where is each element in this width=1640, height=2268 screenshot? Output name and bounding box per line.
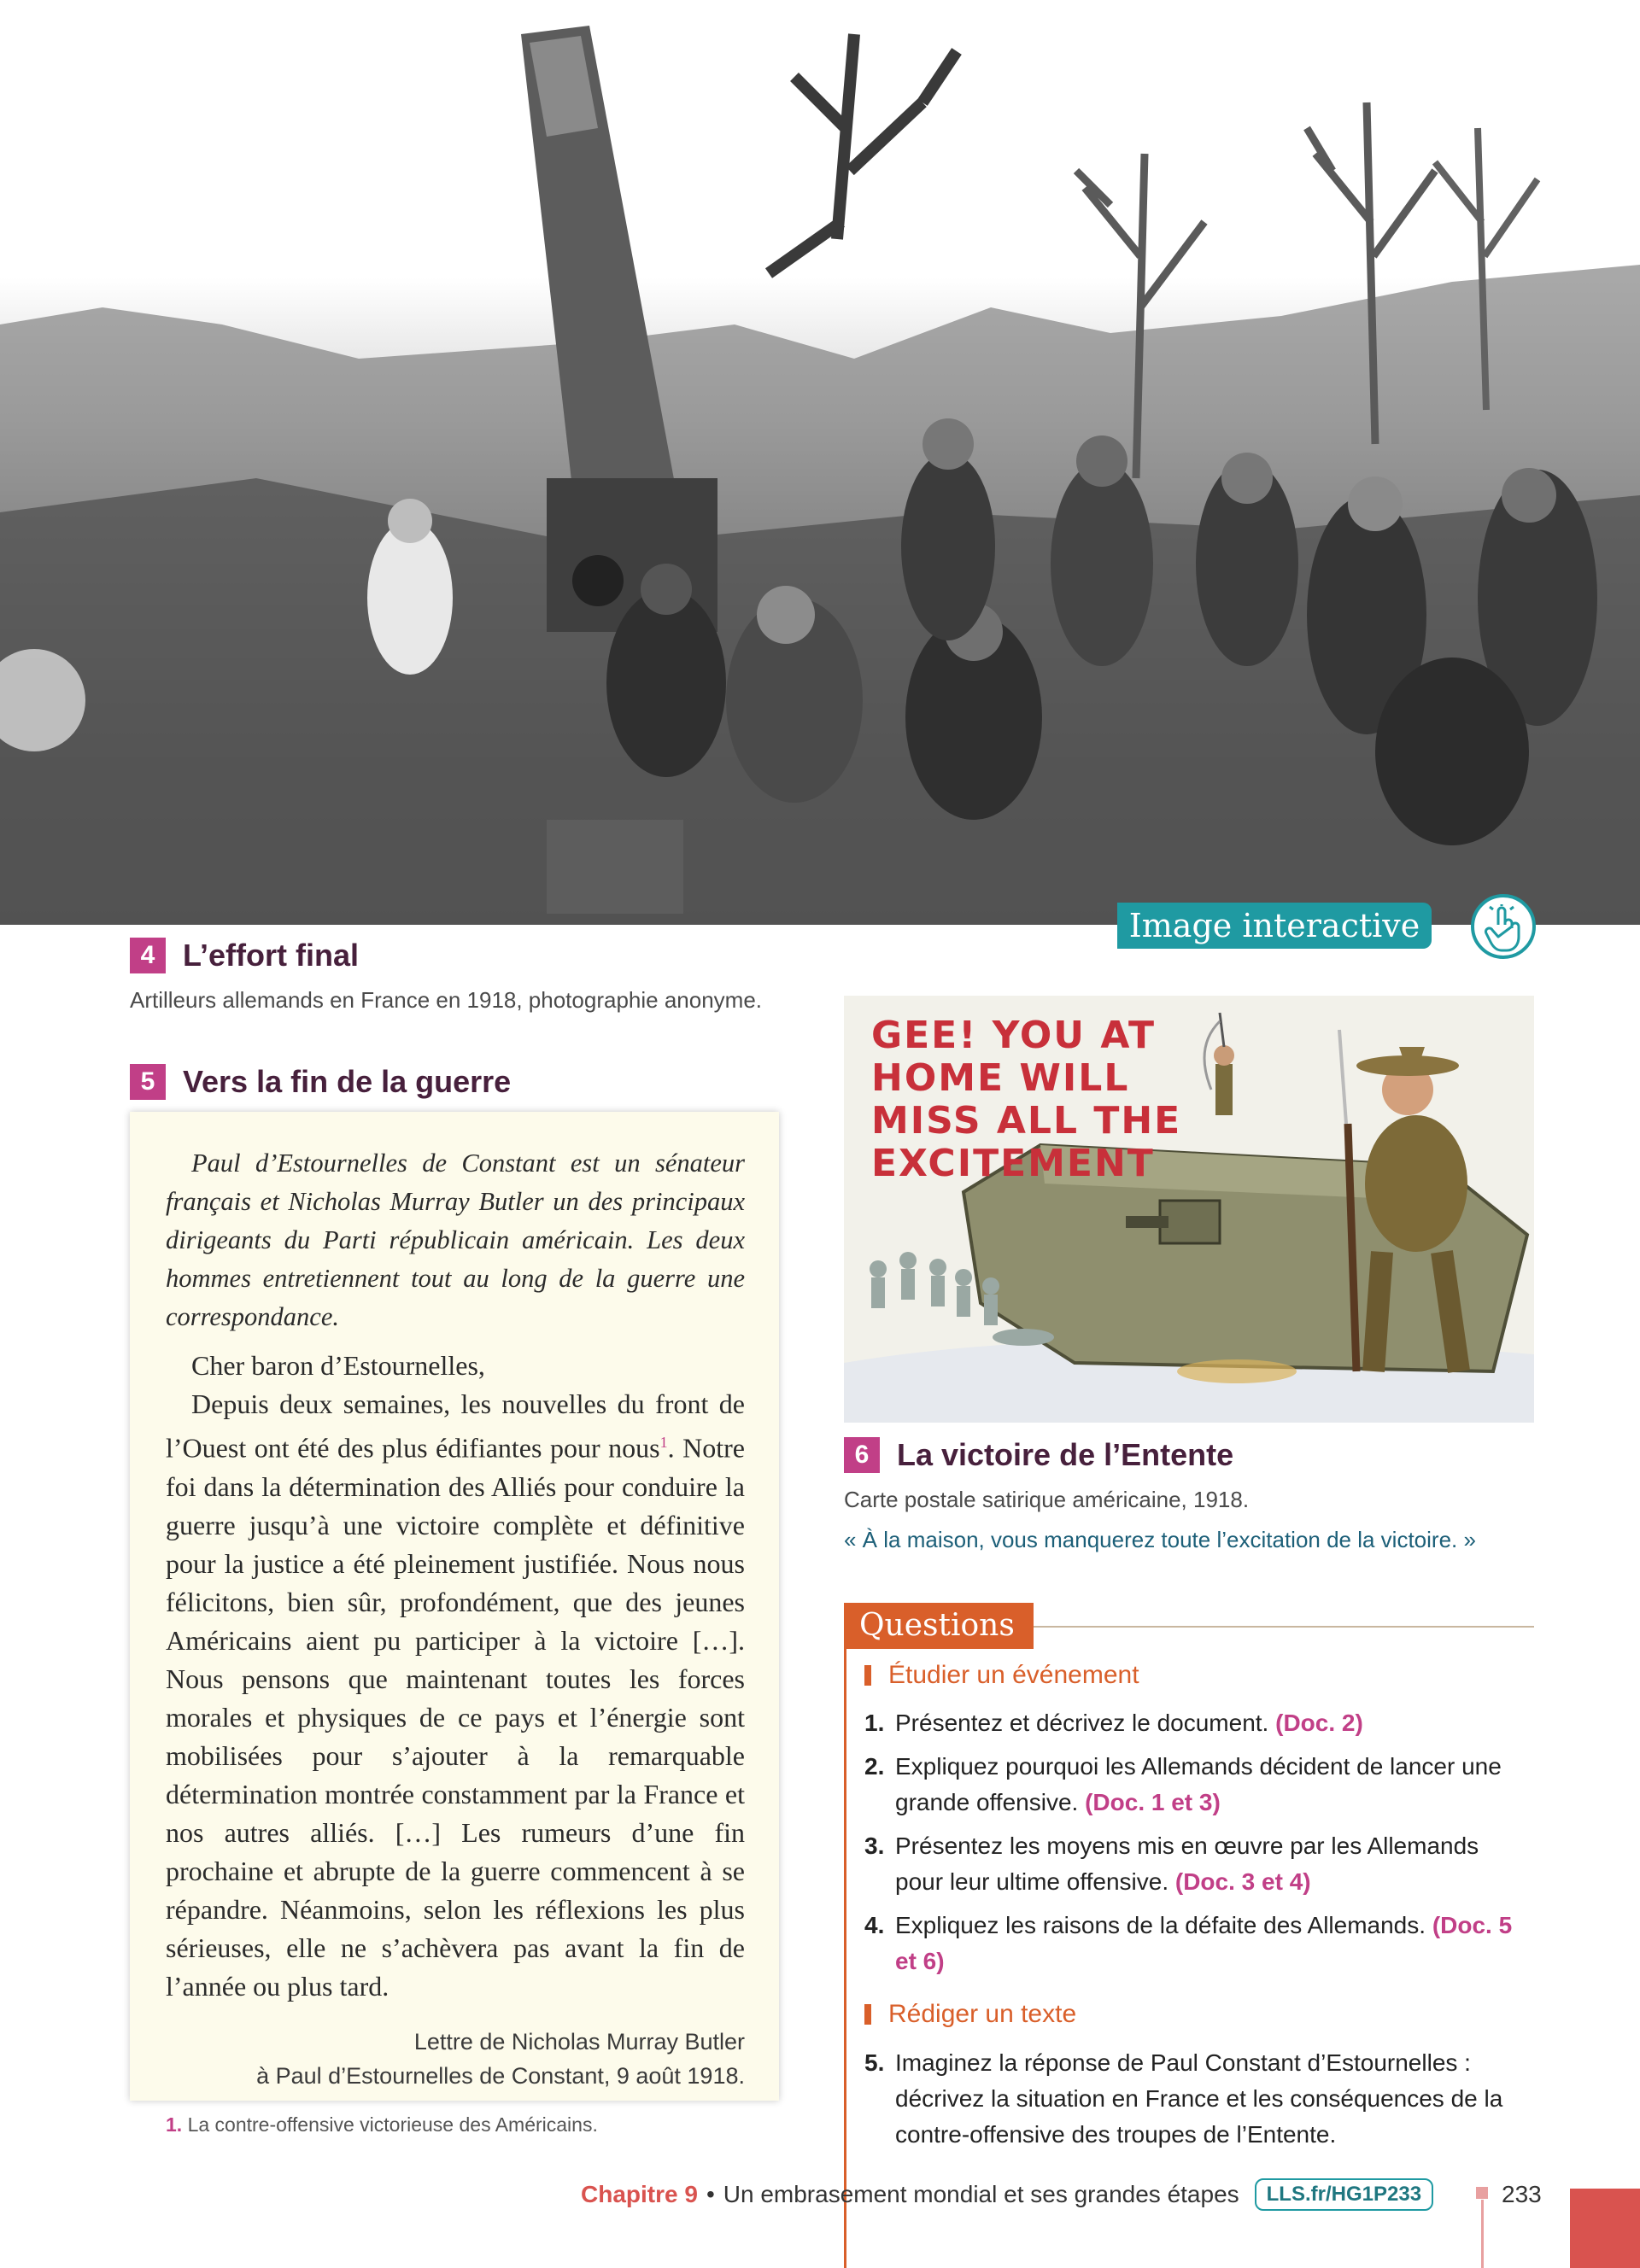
page-corner-tab — [1570, 2189, 1640, 2268]
artillery-photo — [0, 0, 1640, 925]
letter-text-part1: Depuis deux semaines, les nouvelles du front de l’Ouest ont été des plus édifiantes pour nous — [166, 1388, 745, 1464]
letter-text-part2: . Notre foi dans la détermination des Alliés pour conduire la guerre jusqu’à une victoire complète et définitive pour la justice a été pleinement justifiée. Nous nous félicitons, bien sûr, profondément, que des jeunes Américains aient pu participer à la victoire […]. Nous pensons que maintenant toutes les forces morales et physiques de ce pays et l’énergie sont mobilisées pour s’ajouter à la remarquable détermination montrée constamment par la France et nos autres alliés. […] Les rumeurs d’une fin prochaine et abrupte de la guerre commencent à se répandre. Néanmoins, selon les réflexions les plus sérieuses, elle ne s’achèvera pas avant la fin de l’année ou plus tard. — [166, 1432, 745, 2002]
section-study-event-label: Étudier un événement — [888, 1661, 1139, 1689]
question-number: 4. — [864, 1912, 885, 1938]
footer-chapter-title: Un embrasement mondial et ses grandes étapes — [723, 2181, 1239, 2207]
doc5-heading — [130, 1064, 511, 1100]
question-item — [864, 1705, 1522, 1741]
section-study-event — [864, 1661, 1139, 1690]
page-marker — [1476, 2187, 1488, 2199]
doc6-translation: « À la maison, vous manquerez toute l’excitation de la victoire. » — [844, 1527, 1476, 1552]
question-item — [864, 2045, 1522, 2153]
doc5-title: Vers la fin de la guerre — [183, 1064, 512, 1099]
question-number: 1. — [864, 1710, 885, 1736]
footnote-mark: 1 — [659, 1434, 668, 1451]
section-write-text — [864, 2000, 1076, 2029]
question-text: Expliquez pourquoi les Allemands décident de lancer une grande offensive. — [895, 1753, 1502, 1815]
question-ref: (Doc. 3 et 4) — [1174, 1868, 1311, 1895]
page-marker-line — [1481, 2200, 1484, 2268]
footer-link[interactable]: LLS.fr/HG1P233 — [1255, 2178, 1433, 2211]
footer-chapter: Chapitre 9 — [581, 2181, 698, 2207]
question-number: 5. — [864, 2049, 885, 2076]
question-number: 2. — [864, 1753, 885, 1780]
question-item — [864, 1828, 1522, 1900]
doc6-heading — [844, 1437, 1233, 1473]
questions-rule — [1034, 1626, 1534, 1628]
question-text: Présentez et décrivez le document. — [895, 1710, 1276, 1736]
footer-separator: • — [706, 2181, 715, 2207]
question-item — [864, 1908, 1522, 1979]
photo-illustration — [0, 0, 1640, 925]
question-text: Présentez les moyens mis en œuvre par les Allemands pour leur ultime offensive. — [895, 1833, 1479, 1895]
letter-footnote — [166, 2113, 745, 2136]
footnote-text: La contre-offensive victorieuse des Américains. — [182, 2113, 598, 2136]
question-ref: (Doc. 1 et 3) — [1085, 1789, 1221, 1815]
question-number: 3. — [864, 1833, 885, 1859]
letter-box — [130, 1112, 779, 2136]
letter-body — [166, 1347, 745, 2006]
letter-source-line2: à Paul d’Estournelles de Constant, 9 août 1918. — [256, 2062, 745, 2089]
hand-pointer-icon — [1483, 904, 1524, 952]
interactive-image-button[interactable] — [1471, 894, 1536, 959]
questions-tab: Questions — [844, 1603, 1034, 1649]
section-bar-icon — [864, 2004, 871, 2025]
letter-source — [166, 2025, 745, 2093]
section-write-text-label: Rédiger un texte — [888, 2000, 1077, 2028]
doc6-title: La victoire de l’Entente — [897, 1437, 1234, 1472]
section-bar-icon — [864, 1665, 871, 1686]
doc6-number: 6 — [844, 1437, 880, 1473]
letter-intro: Paul d’Estournelles de Constant est un sénateur français et Nicholas Murray Butler un des principaux dirigeants du Parti républicain américain. Les deux hommes entretiennent tout au long de la guerre une correspondance. — [166, 1149, 745, 1331]
satirical-postcard — [844, 996, 1534, 1423]
question-item — [864, 1749, 1522, 1821]
doc4-heading — [130, 938, 359, 973]
letter-salutation: Cher baron d’Estournelles, — [191, 1350, 485, 1381]
letter-paragraph — [166, 1385, 745, 2006]
postcard-slogan: GEE! YOU AT HOME WILL MISS ALL THE EXCITEMENT — [871, 1014, 1182, 1185]
question-ref: (Doc. 2) — [1275, 1710, 1363, 1736]
question-text: Imaginez la réponse de Paul Constant d’Estournelles : décrivez la situation en France et les conséquences de la contre-offensive des troupes de l’Entente. — [895, 2049, 1503, 2148]
question-text: Expliquez les raisons de la défaite des Allemands. — [895, 1912, 1432, 1938]
question-ref: (Doc. 5 et 6) — [895, 1912, 1513, 1974]
doc5-number: 5 — [130, 1064, 166, 1100]
page-number: 233 — [1502, 2181, 1542, 2207]
page-footer — [581, 2176, 1433, 2213]
footnote-number: 1. — [166, 2113, 183, 2136]
doc4-caption: Artilleurs allemands en France en 1918, photographie anonyme. — [130, 987, 763, 1013]
letter-source-line1: Lettre de Nicholas Murray Butler — [413, 2028, 745, 2055]
doc4-title: L’effort final — [183, 938, 359, 973]
doc6-caption: Carte postale satirique américaine, 1918. — [844, 1487, 1250, 1512]
interactive-image-label[interactable]: Image interactive — [1117, 903, 1432, 949]
doc4-number: 4 — [130, 938, 166, 973]
